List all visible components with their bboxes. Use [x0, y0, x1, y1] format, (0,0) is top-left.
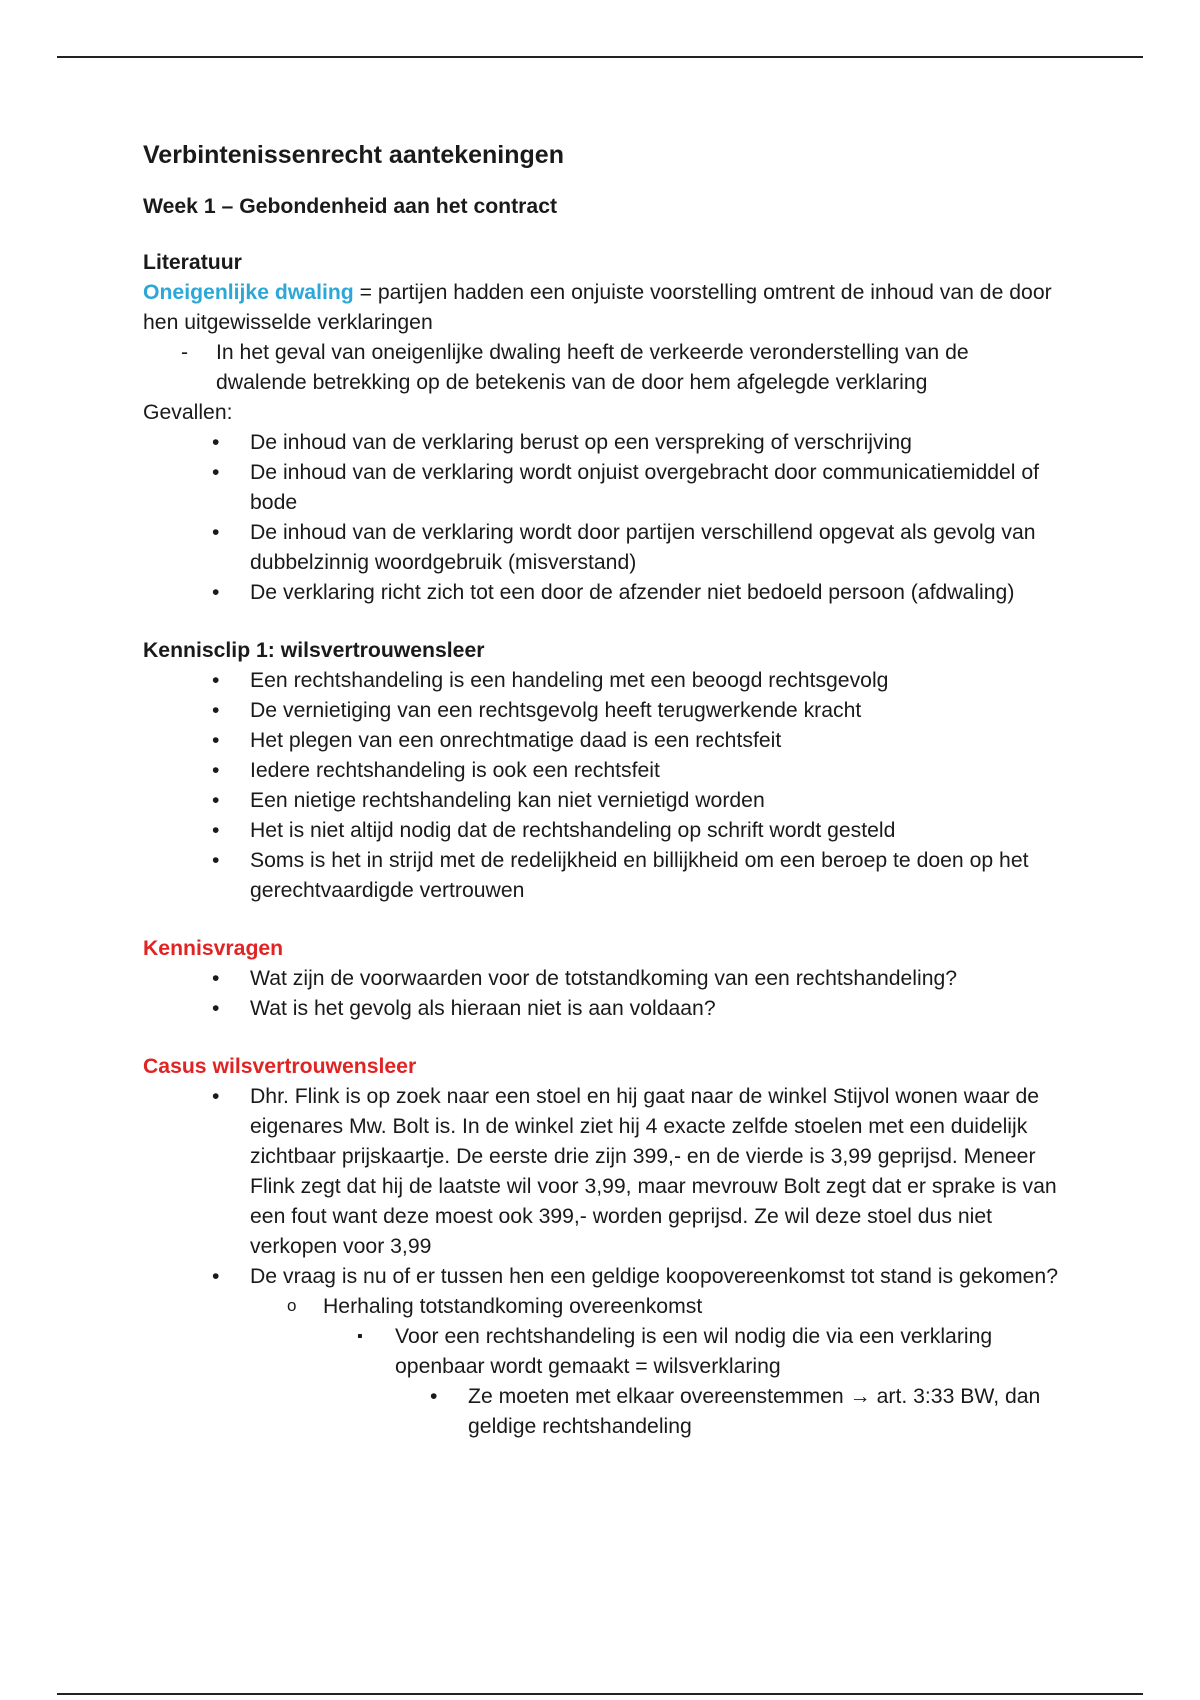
literatuur-heading: Literatuur [143, 251, 242, 274]
list-item: • De inhoud van de verklaring berust op een verspreking of verschrijving [143, 428, 1063, 458]
list-item: • Een rechtshandeling is een handeling met een beoogd rechtsgevolg [143, 666, 1063, 696]
list-item: • Een nietige rechtshandeling kan niet vernietigd worden [143, 786, 1063, 816]
list-item: • Wat is het gevolg als hieraan niet is aan voldaan? [143, 994, 1063, 1024]
dash-item: - In het geval van oneigenlijke dwaling heeft de verkeerde veronderstelling van de dwalende betrekking op de betekenis van de door hem afgelegde verklaring [143, 338, 1063, 398]
definition-paragraph [143, 278, 1063, 338]
list-item: • Het plegen van een onrechtmatige daad is een rechtsfeit [143, 726, 1063, 756]
list-item: • De vernietiging van een rechtsgevolg heeft terugwerkende kracht [143, 696, 1063, 726]
definition-text: = partijen hadden een onjuiste voorstelling omtrent de inhoud van de door hen uitgewisselde verklaringen [143, 281, 1052, 334]
document-page [143, 138, 1063, 1442]
document-title: Verbintenissenrecht aantekeningen [143, 141, 564, 169]
kennisclip-list [143, 666, 1063, 906]
list-item: • De verklaring richt zich tot een door de afzender niet bedoeld persoon (afdwaling) [143, 578, 1063, 608]
kennisvragen-heading: Kennisvragen [143, 937, 284, 960]
top-rule [57, 56, 1143, 58]
list-item: • De inhoud van de verklaring wordt onjuist overgebracht door communicatiemiddel of bode [143, 458, 1063, 518]
list-subsubsubitem: • Ze moeten met elkaar overeenstemmen → art. 3:33 BW, dan geldige rechtshandeling [143, 1382, 1063, 1442]
dash-list [143, 338, 1063, 398]
list-item: • De vraag is nu of er tussen hen een geldige koopovereenkomst tot stand is gekomen? [143, 1262, 1063, 1292]
list-item: • Het is niet altijd nodig dat de rechtshandeling op schrift wordt gesteld [143, 816, 1063, 846]
list-item: • Dhr. Flink is op zoek naar een stoel en hij gaat naar de winkel Stijvol wonen waar de eigenares Mw. Bolt is. In de winkel ziet hij 4 exacte zelfde stoelen met een duidelijk zichtbaar prijskaartje. De eerste drie zijn 399,- en de vierde is 3,99 geprijsd. Meneer Flink zegt dat hij de laatste wil voor 3,99, maar mevrouw Bolt zegt dat er sprake is van een fout want deze moest ook 399,- worden geprijsd. Ze wil deze stoel dus niet verkopen voor 3,99 [143, 1082, 1063, 1262]
casus-list [143, 1082, 1063, 1442]
list-subsubitem: ▪ Voor een rechtshandeling is een wil nodig die via een verklaring openbaar wordt gemaakt = wilsverklaring [143, 1322, 1063, 1382]
casus-heading: Casus wilsvertrouwensleer [143, 1055, 417, 1078]
list-item: • Soms is het in strijd met de redelijkheid en billijkheid om een beroep te doen op het gerechtvaardigde vertrouwen [143, 846, 1063, 906]
list-item: • Iedere rechtshandeling is ook een rechtsfeit [143, 756, 1063, 786]
week-heading: Week 1 – Gebondenheid aan het contract [143, 195, 558, 218]
list-item: • De inhoud van de verklaring wordt door partijen verschillend opgevat als gevolg van dubbelzinnig woordgebruik (misverstand) [143, 518, 1063, 578]
list-item: • Wat zijn de voorwaarden voor de totstandkoming van een rechtshandeling? [143, 964, 1063, 994]
gevallen-list [143, 428, 1063, 608]
definition-term: Oneigenlijke dwaling [143, 281, 354, 304]
kennisvragen-list [143, 964, 1063, 1024]
gevallen-label: Gevallen: [143, 401, 233, 424]
bottom-rule [57, 1693, 1143, 1695]
list-subitem: o Herhaling totstandkoming overeenkomst [143, 1292, 1063, 1322]
kennisclip-heading: Kennisclip 1: wilsvertrouwensleer [143, 639, 485, 662]
